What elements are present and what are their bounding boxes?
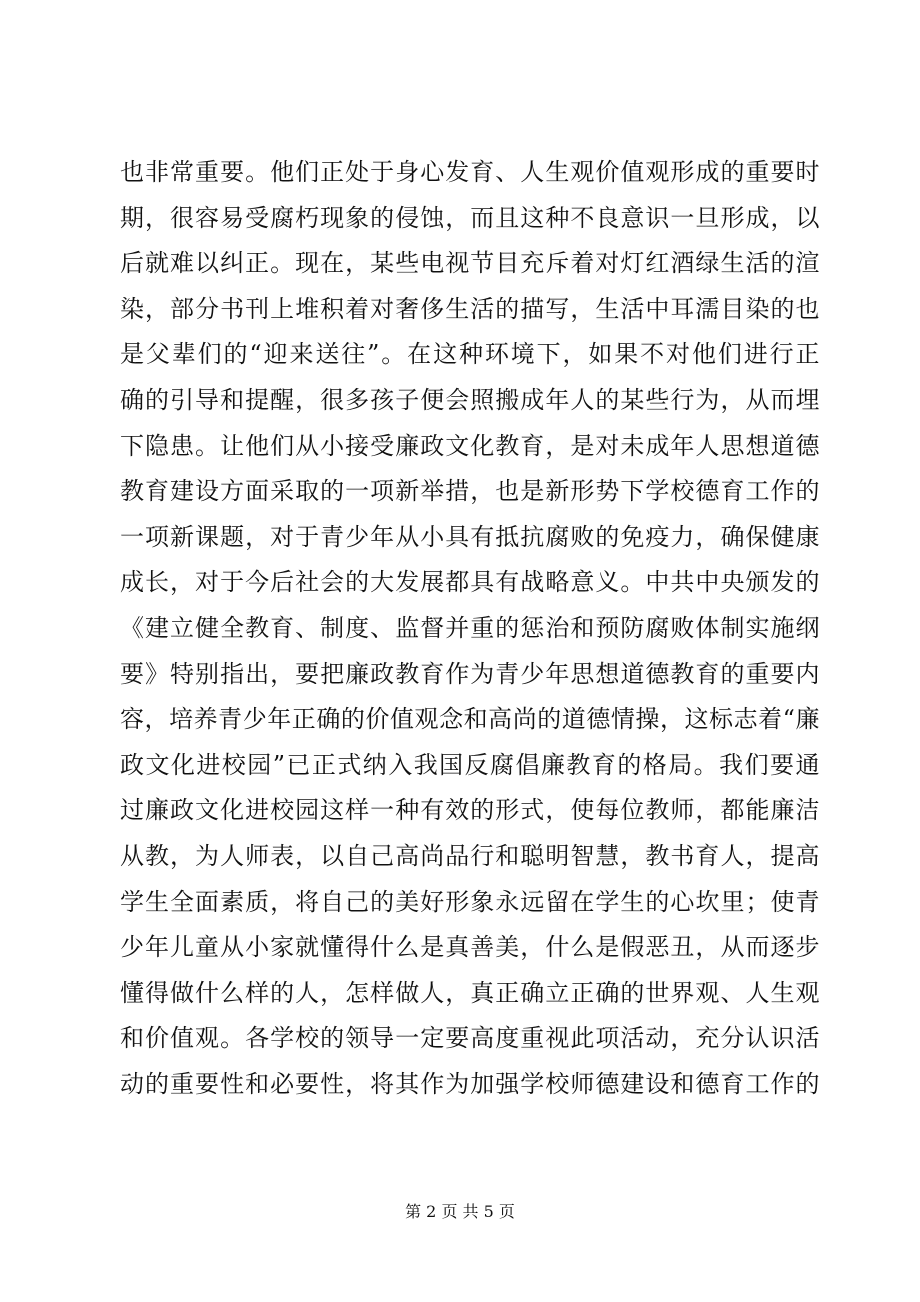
text-line: 动的重要性和必要性，将其作为加强学校师德建设和德育工作的: [120, 1069, 820, 1098]
text-line: 染，部分书刊上堆积着对奢侈生活的描写，生活中耳濡目染的也: [120, 294, 820, 323]
text-line: 后就难以纠正。现在，某些电视节目充斥着对灯红酒绿生活的渲: [120, 249, 820, 278]
text-line: 懂得做什么样的人，怎样做人，真正确立正确的世界观、人生观: [120, 978, 820, 1007]
text-line: 学生全面素质，将自己的美好形象永远留在学生的心坎里；使青: [120, 887, 820, 916]
text-line: 也非常重要。他们正处于身心发育、人生观价值观形成的重要时: [120, 158, 820, 186]
text-line: 成长，对于今后社会的大发展都具有战略意义。中共中央颁发的: [120, 568, 820, 597]
text-line: 过廉政文化进校园这样一种有效的形式，使每位教师，都能廉洁: [120, 796, 820, 825]
text-line: 要》特别指出，要把廉政教育作为青少年思想道德教育的重要内: [120, 659, 820, 688]
text-line: 下隐患。让他们从小接受廉政文化教育，是对未成年人思想道德: [120, 431, 820, 460]
text-line: 是父辈们的“迎来送往”。在这种环境下，如果不对他们进行正: [120, 340, 820, 369]
text-line: 从教，为人师表，以自己高尚品行和聪明智慧，教书育人，提高: [120, 841, 820, 870]
text-line: 教育建设方面采取的一项新举措，也是新形势下学校德育工作的: [120, 477, 820, 506]
text-line: 《建立健全教育、制度、监督并重的惩治和预防腐败体制实施纲: [120, 613, 820, 642]
text-line: 期，很容易受腐朽现象的侵蚀，而且这种不良意识一旦形成，以: [120, 203, 820, 232]
text-line: 和价值观。各学校的领导一定要高度重视此项活动，充分认识活: [120, 1024, 820, 1053]
page-number-label: 第 2 页 共 5 页: [405, 1202, 515, 1221]
text-line: 一项新课题，对于青少年从小具有抵抗腐败的免疫力，确保健康: [120, 522, 820, 551]
text-line: 政文化进校园”已正式纳入我国反腐倡廉教育的格局。我们要通: [120, 750, 820, 779]
text-line: 容，培养青少年正确的价值观念和高尚的道德情操，这标志着“廉: [120, 705, 820, 734]
page-footer: [0, 1201, 920, 1223]
body-text: [120, 150, 820, 1107]
text-line: 确的引导和提醒，很多孩子便会照搬成年人的某些行为，从而埋: [120, 385, 820, 414]
text-line: 少年儿童从小家就懂得什么是真善美，什么是假恶丑，从而逐步: [120, 933, 820, 962]
